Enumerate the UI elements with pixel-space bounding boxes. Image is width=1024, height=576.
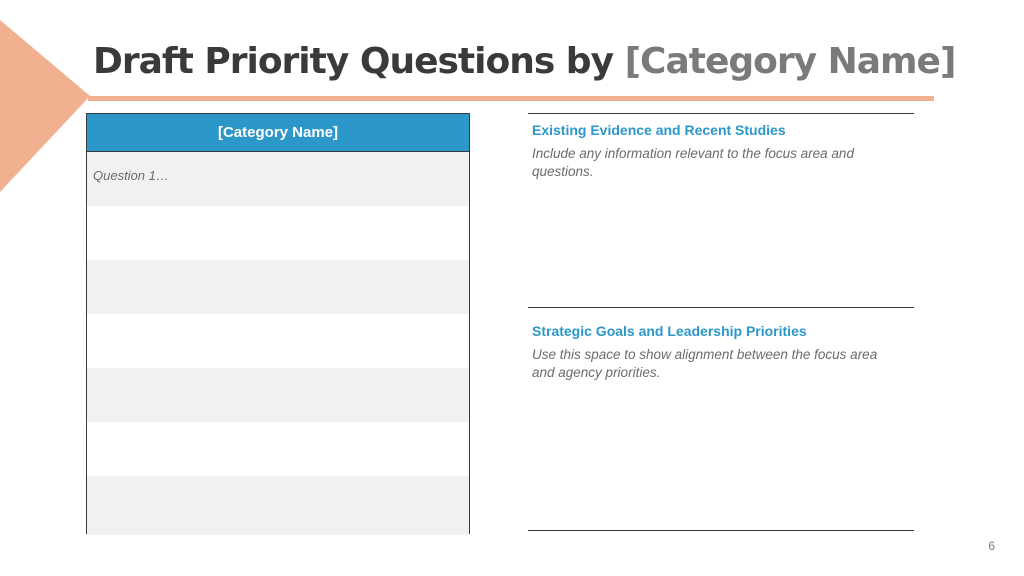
question-row [87, 206, 469, 260]
evidence-panel-top-rule [528, 113, 914, 114]
slide-title-main: Draft Priority Questions by [93, 41, 625, 82]
question-row [87, 314, 469, 368]
evidence-panel-heading: Existing Evidence and Recent Studies [532, 122, 786, 138]
question-row: Question 1… [87, 152, 469, 206]
questions-table-header: [Category Name] [87, 114, 469, 152]
questions-table [86, 113, 470, 534]
question-row [87, 422, 469, 476]
slide-title-category-placeholder: [Category Name] [624, 41, 956, 82]
title-underline [88, 96, 934, 101]
goals-panel-top-rule [528, 307, 914, 308]
question-row [87, 368, 469, 422]
goals-panel-bottom-rule [528, 530, 914, 531]
question-row [87, 260, 469, 314]
corner-triangle-decoration [0, 0, 90, 192]
question-row [87, 476, 469, 535]
goals-panel-heading: Strategic Goals and Leadership Priorities [532, 323, 807, 339]
evidence-panel-body: Include any information relevant to the focus area and questions. [532, 146, 854, 179]
page-number: 6 [988, 539, 995, 553]
slide-title [93, 38, 955, 86]
goals-panel-body: Use this space to show alignment between the focus area and agency priorities. [532, 347, 878, 380]
